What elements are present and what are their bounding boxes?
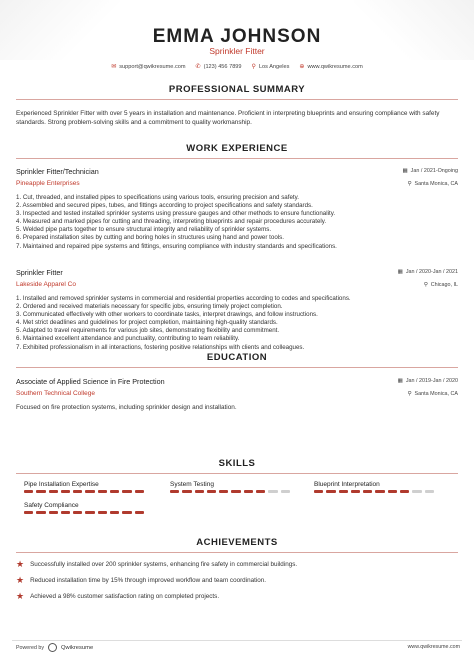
location-pin-icon: ⚲ <box>251 64 256 70</box>
phone-icon: ✆ <box>195 64 201 70</box>
section-divider <box>16 99 458 100</box>
qwikresume-logo-icon <box>48 643 57 652</box>
list-item: 5. Welded pipe parts together to ensure structural integrity and reliability of sprinkler systems. <box>16 226 272 234</box>
job-bullets <box>16 194 458 251</box>
job-location: ⚲ Santa Monica, CA <box>407 181 458 187</box>
contact-phone: ✆ (123) 456 7899 <box>195 63 242 70</box>
skill-item <box>24 502 144 514</box>
section-divider <box>16 552 458 553</box>
skill-level-segment <box>122 511 131 514</box>
skill-level-segment <box>85 490 94 493</box>
job-bullets <box>16 295 458 352</box>
skill-level-segment <box>182 490 191 493</box>
skill-level-segment <box>400 490 409 493</box>
job-dates: ▦ Jan / 2020-Jan / 2021 <box>397 269 458 275</box>
section-title-skills: SKILLS <box>218 458 256 469</box>
skill-level-segment <box>135 511 144 514</box>
list-item: 6. Prepared installation sites by cutting and boring holes in structures using hand and power tools. <box>16 234 284 242</box>
job-company: Lakeside Apparel Co <box>16 281 76 288</box>
achievement-item: ★ Successfully installed over 200 sprinkler systems, enhancing fire safety in commercial buildings. <box>16 559 298 569</box>
skill-level-segment <box>24 490 33 493</box>
list-item: 1. Cut, threaded, and installed pipes to specifications using various tools, ensuring precision and safety. <box>16 194 299 201</box>
list-item: 6. Maintained excellent attendance and punctuality, contributing to team reliability. <box>16 335 240 343</box>
job-title: Sprinkler Fitter/Technician <box>16 167 99 176</box>
skill-level-segment <box>363 490 372 493</box>
footer-powered: Powered by Qwikresume <box>16 644 94 651</box>
star-icon: ★ <box>16 559 25 569</box>
skill-item <box>170 481 290 493</box>
section-divider <box>16 367 458 368</box>
star-icon: ★ <box>16 591 25 601</box>
skill-name: Blueprint Interpretation <box>314 481 380 488</box>
list-item: 1. Installed and removed sprinkler systems in commercial and residential properties according to codes and specifications. <box>16 295 351 302</box>
skill-level-segment <box>231 490 240 493</box>
skill-level-segment <box>425 490 434 493</box>
skill-level-segment <box>314 490 323 493</box>
contact-location: ⚲ Los Angeles <box>251 63 290 70</box>
skill-item <box>314 481 434 493</box>
globe-icon: ⊕ <box>299 64 305 70</box>
calendar-icon: ▦ <box>397 269 403 275</box>
candidate-name: EMMA JOHNSON <box>152 26 322 47</box>
list-item: 4. Met strict deadlines and guidelines for project completion, maintaining high-quality standards. <box>16 319 278 327</box>
skill-level-segment <box>36 490 45 493</box>
skill-level-segment <box>219 490 228 493</box>
section-divider <box>16 473 458 474</box>
education-text: Focused on fire protection systems, including sprinkler design and installation. <box>16 404 237 411</box>
footer-divider <box>12 640 462 641</box>
skill-name: Pipe Installation Expertise <box>24 481 99 488</box>
skill-level-segment <box>122 490 131 493</box>
skill-level-segment <box>268 490 277 493</box>
skill-name: System Testing <box>170 481 214 488</box>
skill-level-segment <box>73 490 82 493</box>
skill-level-segment <box>244 490 253 493</box>
contact-row <box>0 63 474 70</box>
education-dates: ▦ Jan / 2019-Jan / 2020 <box>397 378 458 384</box>
skill-level-segment <box>49 490 58 493</box>
contact-email[interactable]: ✉ support@qwikresume.com <box>111 63 186 70</box>
achievement-item: ★ Reduced installation time by 15% through improved workflow and team coordination. <box>16 575 266 585</box>
skill-name: Safety Compliance <box>24 502 79 509</box>
section-title-achievements: ACHIEVEMENTS <box>196 537 278 548</box>
skill-level-segment <box>339 490 348 493</box>
skill-level-segment <box>207 490 216 493</box>
skill-level-segment <box>281 490 290 493</box>
skill-level-segment <box>73 511 82 514</box>
list-item: 3. Inspected and tested installed sprinkler systems using pressure gauges and other methods to ensure functionality. <box>16 210 336 218</box>
summary-text: Experienced Sprinkler Fitter with over 5 years in installation and maintenance. Proficient in interpreting blueprints and ensuring compliance with safety standards. Strong problem-solving skills and a commitment to quality workmanship. <box>16 110 440 126</box>
star-icon: ★ <box>16 575 25 585</box>
footer-brand[interactable]: Qwikresume <box>60 644 94 651</box>
skill-level-segment <box>326 490 335 493</box>
section-title-summary: PROFESSIONAL SUMMARY <box>168 84 306 95</box>
skill-level-segment <box>375 490 384 493</box>
section-title-experience: WORK EXPERIENCE <box>186 143 288 154</box>
skill-level-segment <box>98 490 107 493</box>
list-item: 4. Measured and marked pipes for cutting and threading, interpreting blueprints and repair procedures accurately. <box>16 218 327 226</box>
list-item: 3. Communicated effectively with other workers to coordinate tasks, interpret drawings, and follow instructions. <box>16 311 318 319</box>
skill-level-bar <box>170 490 290 493</box>
skill-level-segment <box>135 490 144 493</box>
job-location: ⚲ Chicago, IL <box>423 282 458 288</box>
skill-level-bar <box>24 511 144 514</box>
skill-level-segment <box>351 490 360 493</box>
job-dates: ▦ Jan / 2021-Ongoing <box>402 168 458 174</box>
skill-level-segment <box>412 490 421 493</box>
skill-level-segment <box>24 511 33 514</box>
skill-level-segment <box>36 511 45 514</box>
skill-level-bar <box>24 490 144 493</box>
skill-level-segment <box>98 511 107 514</box>
job-title: Sprinkler Fitter <box>16 268 63 277</box>
section-title-education: EDUCATION <box>206 352 268 363</box>
section-divider <box>16 158 458 159</box>
location-pin-icon: ⚲ <box>407 181 412 187</box>
skill-level-segment <box>85 511 94 514</box>
skill-level-segment <box>110 490 119 493</box>
skill-level-segment <box>256 490 265 493</box>
skill-level-segment <box>388 490 397 493</box>
education-degree: Associate of Applied Science in Fire Protection <box>16 377 165 386</box>
footer-website[interactable]: www.qwikresume.com <box>407 644 460 650</box>
education-school: Southern Technical College <box>16 390 96 397</box>
location-pin-icon: ⚲ <box>423 282 428 288</box>
mail-icon: ✉ <box>111 64 117 70</box>
job-company: Pineapple Enterprises <box>16 180 80 187</box>
skill-level-segment <box>61 511 70 514</box>
achievement-item: ★ Achieved a 98% customer satisfaction rating on completed projects. <box>16 591 220 601</box>
skill-level-bar <box>314 490 434 493</box>
list-item: 5. Adapted to travel requirements for various job sites, demonstrating flexibility and commitment. <box>16 327 280 335</box>
skill-item <box>24 481 144 493</box>
skill-level-segment <box>49 511 58 514</box>
calendar-icon: ▦ <box>397 378 403 384</box>
location-pin-icon: ⚲ <box>407 391 412 397</box>
candidate-role: Sprinkler Fitter <box>209 46 265 56</box>
skill-level-segment <box>110 511 119 514</box>
list-item: 2. Assembled and secured pipes, tubes, and fittings according to project specifications and safety standards. <box>16 202 313 210</box>
skill-level-segment <box>61 490 70 493</box>
list-item: 7. Exhibited professionalism in all interactions, fostering positive relationships with clients and colleagues. <box>16 343 305 351</box>
list-item: 7. Maintained and repaired pipe systems and fittings, ensuring compliance with industry standards and specifications. <box>16 242 337 250</box>
calendar-icon: ▦ <box>402 168 408 174</box>
education-location: ⚲ Santa Monica, CA <box>407 391 458 397</box>
skill-level-segment <box>170 490 179 493</box>
list-item: 2. Ordered and received materials necessary for specific jobs, ensuring timely project completion. <box>16 303 283 311</box>
skill-level-segment <box>195 490 204 493</box>
contact-website[interactable]: ⊕ www.qwikresume.com <box>299 63 363 70</box>
